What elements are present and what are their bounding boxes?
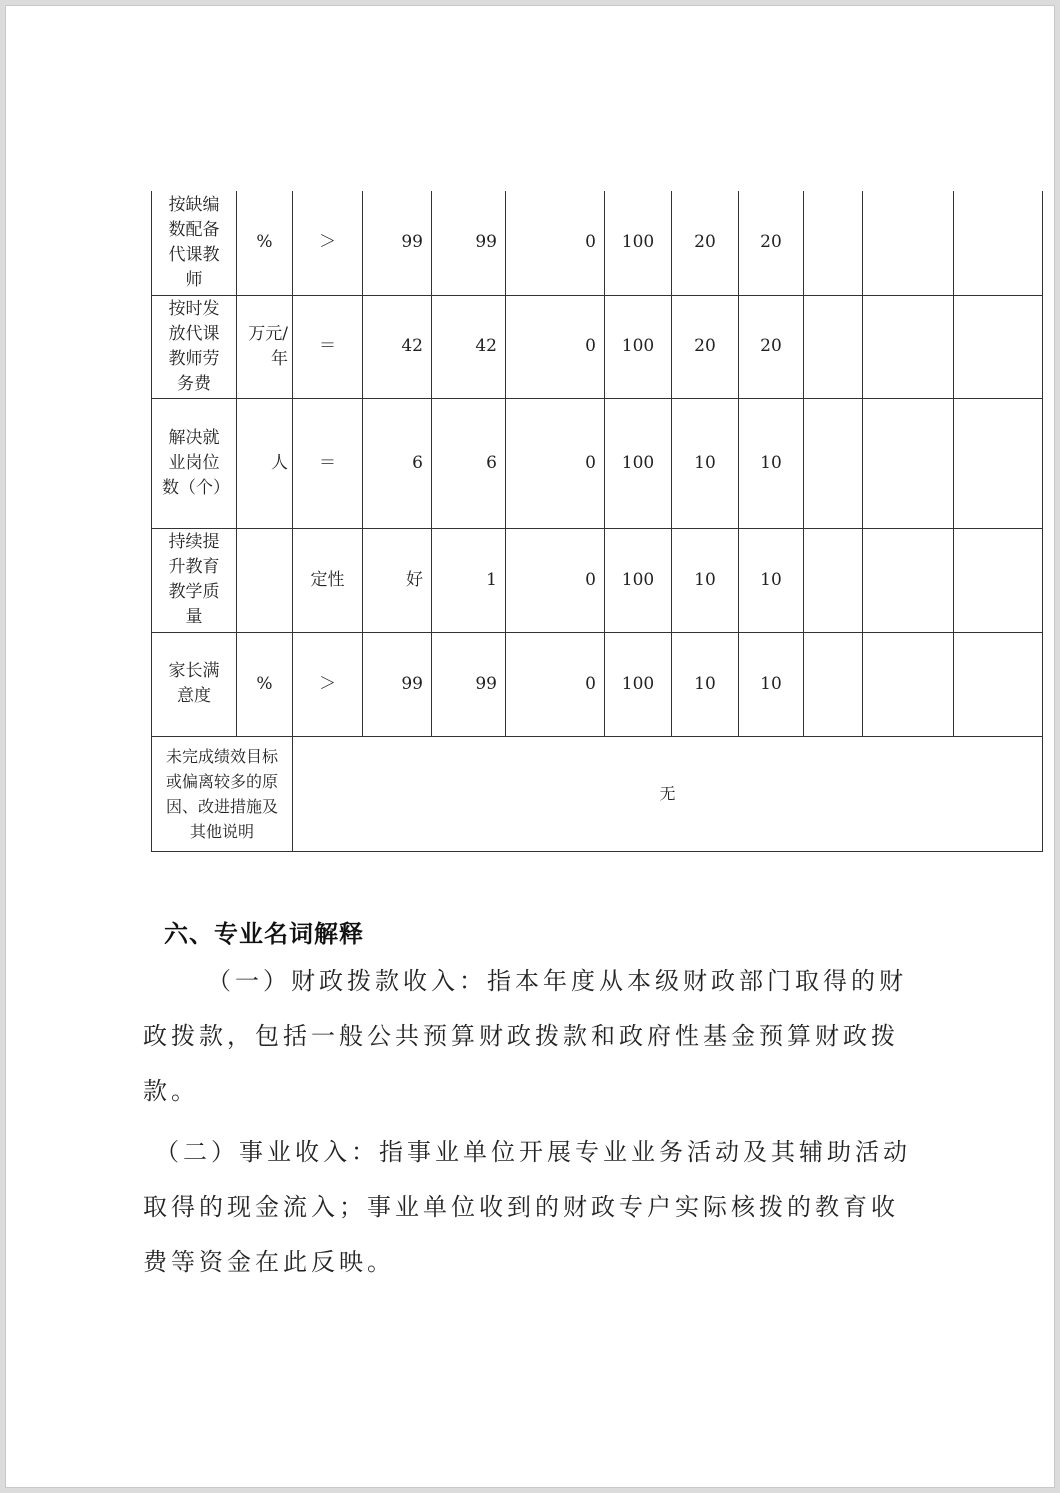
empty-cell bbox=[863, 528, 954, 632]
empty-cell bbox=[954, 632, 1043, 736]
indicator-unit: % bbox=[237, 632, 293, 736]
table-row bbox=[152, 528, 1043, 632]
note-label: 未完成绩效目标或偏离较多的原因、改进措施及其他说明 bbox=[152, 736, 293, 851]
actual-value: 1 bbox=[432, 528, 506, 632]
indicator-name: 持续提升教育教学质量 bbox=[152, 528, 237, 632]
completion-rate: 100 bbox=[605, 632, 672, 736]
empty-cell bbox=[804, 528, 863, 632]
empty-cell bbox=[804, 295, 863, 398]
completion-rate: 100 bbox=[605, 528, 672, 632]
indicator-unit: 人 bbox=[237, 398, 293, 528]
indicator-operator: ＝ bbox=[293, 398, 363, 528]
empty-cell bbox=[863, 632, 954, 736]
empty-cell bbox=[863, 295, 954, 398]
table-row bbox=[152, 632, 1043, 736]
indicator-operator: ＝ bbox=[293, 295, 363, 398]
weight-value: 10 bbox=[672, 528, 739, 632]
target-value: 99 bbox=[363, 632, 432, 736]
score-value: 20 bbox=[739, 295, 804, 398]
empty-cell bbox=[804, 398, 863, 528]
weight-value: 20 bbox=[672, 191, 739, 295]
indicator-type: 定性 bbox=[293, 528, 363, 632]
table-row bbox=[152, 736, 1043, 851]
target-value: 6 bbox=[363, 398, 432, 528]
weight-value: 20 bbox=[672, 295, 739, 398]
section-heading: 六、专业名词解释 bbox=[164, 920, 364, 948]
deviation-value: 0 bbox=[506, 295, 605, 398]
indicator-unit: 万元/年 bbox=[237, 295, 293, 398]
indicator-unit bbox=[237, 528, 293, 632]
table-row bbox=[152, 398, 1043, 528]
empty-cell bbox=[863, 398, 954, 528]
deviation-value: 0 bbox=[506, 632, 605, 736]
indicator-name: 家长满意度 bbox=[152, 632, 237, 736]
actual-value: 6 bbox=[432, 398, 506, 528]
completion-rate: 100 bbox=[605, 295, 672, 398]
empty-cell bbox=[954, 295, 1043, 398]
table-row bbox=[152, 191, 1043, 295]
indicator-unit: % bbox=[237, 191, 293, 295]
score-value: 10 bbox=[739, 632, 804, 736]
document-page bbox=[5, 5, 1055, 1488]
table-row bbox=[152, 295, 1043, 398]
note-value: 无 bbox=[293, 736, 1043, 851]
empty-cell bbox=[804, 191, 863, 295]
indicator-name: 解决就业岗位数（个） bbox=[152, 398, 237, 528]
indicator-name: 按时发放代课教师劳务费 bbox=[152, 295, 237, 398]
target-value: 99 bbox=[363, 191, 432, 295]
score-value: 20 bbox=[739, 191, 804, 295]
score-value: 10 bbox=[739, 398, 804, 528]
deviation-value: 0 bbox=[506, 398, 605, 528]
empty-cell bbox=[954, 191, 1043, 295]
performance-table bbox=[151, 191, 1043, 852]
target-value: 好 bbox=[363, 528, 432, 632]
completion-rate: 100 bbox=[605, 398, 672, 528]
actual-value: 42 bbox=[432, 295, 506, 398]
empty-cell bbox=[954, 398, 1043, 528]
empty-cell bbox=[863, 191, 954, 295]
weight-value: 10 bbox=[672, 632, 739, 736]
actual-value: 99 bbox=[432, 632, 506, 736]
deviation-value: 0 bbox=[506, 191, 605, 295]
indicator-operator: ＞ bbox=[293, 191, 363, 295]
paragraph-business-income: （二）事业收入：指事业单位开展专业业务活动及其辅助活动取得的现金流入；事业单位收到的财政专户实际核拨的教育收费等资金在此反映。 bbox=[143, 1138, 911, 1276]
score-value: 10 bbox=[739, 528, 804, 632]
paragraph-fiscal-appropriation: （一）财政拨款收入：指本年度从本级财政部门取得的财政拨款，包括一般公共预算财政拨款和政府性基金预算财政拨款。 bbox=[143, 967, 907, 1105]
indicator-operator: ＞ bbox=[293, 632, 363, 736]
empty-cell bbox=[804, 632, 863, 736]
deviation-value: 0 bbox=[506, 528, 605, 632]
weight-value: 10 bbox=[672, 398, 739, 528]
indicator-name: 按缺编数配备代课教师 bbox=[152, 191, 237, 295]
completion-rate: 100 bbox=[605, 191, 672, 295]
actual-value: 99 bbox=[432, 191, 506, 295]
target-value: 42 bbox=[363, 295, 432, 398]
empty-cell bbox=[954, 528, 1043, 632]
